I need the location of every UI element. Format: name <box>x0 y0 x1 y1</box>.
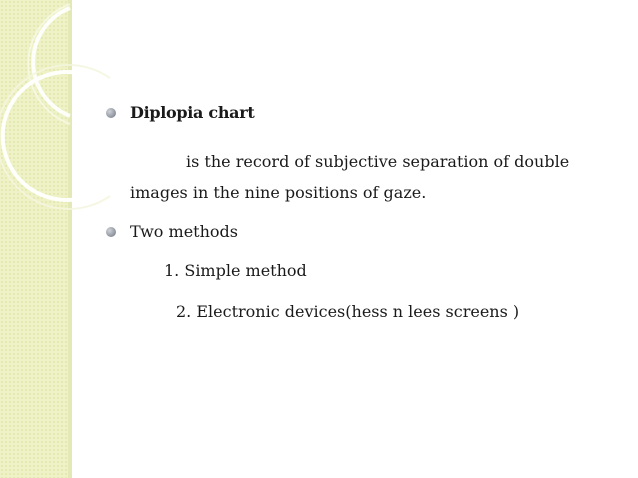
bullet-heading: Diplopia chart <box>130 103 255 122</box>
definition-line-1: is the record of subjective separation of double <box>186 152 570 171</box>
slide-content <box>106 102 606 321</box>
definition-line-2: images in the nine positions of gaze. <box>130 183 427 202</box>
bullet-item-diplopia-chart <box>106 102 606 124</box>
bullet-item-two-methods <box>106 221 238 243</box>
bullet-icon <box>106 227 116 237</box>
bullet-icon <box>106 108 116 118</box>
method-item-2: 2. Electronic devices(hess n lees screens ) <box>176 302 520 321</box>
bullet-heading: Two methods <box>130 222 238 241</box>
method-item-1: 1. Simple method <box>164 261 307 280</box>
